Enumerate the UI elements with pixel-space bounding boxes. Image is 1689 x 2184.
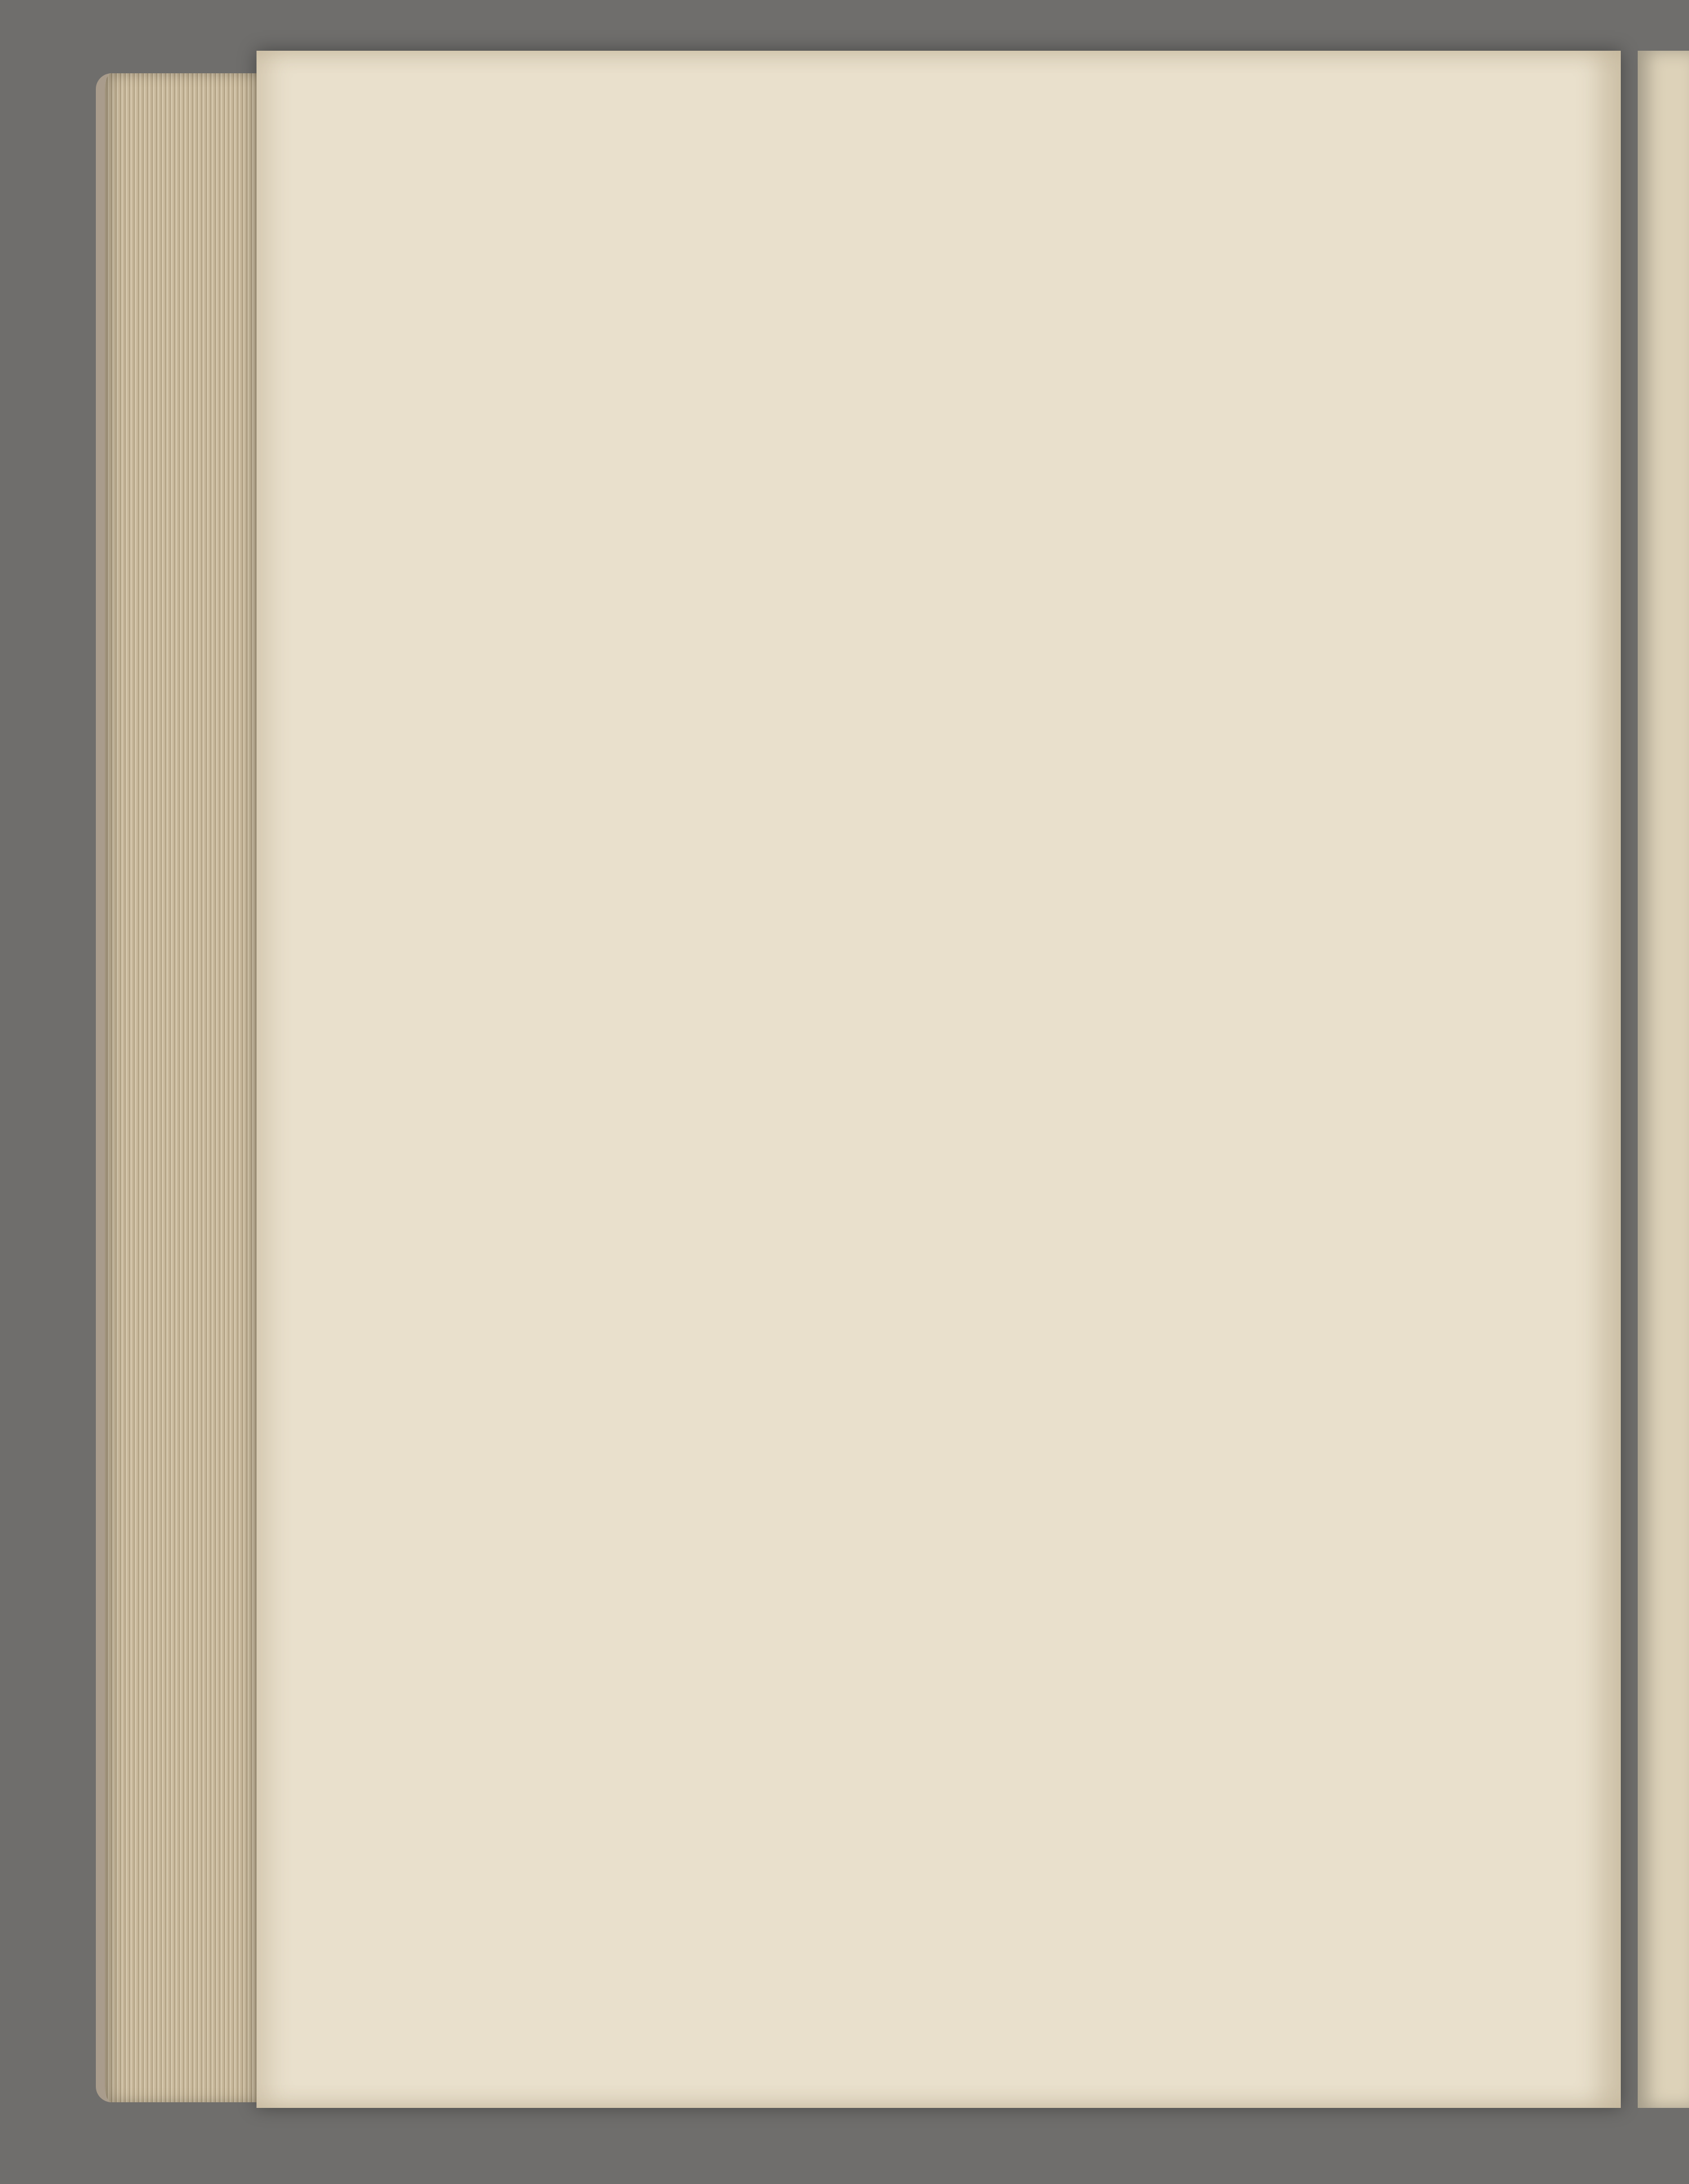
book-fore-edge [96,73,274,2102]
book-page [257,51,1621,2108]
next-page-edge [1638,51,1689,2108]
page-header [482,152,1689,220]
